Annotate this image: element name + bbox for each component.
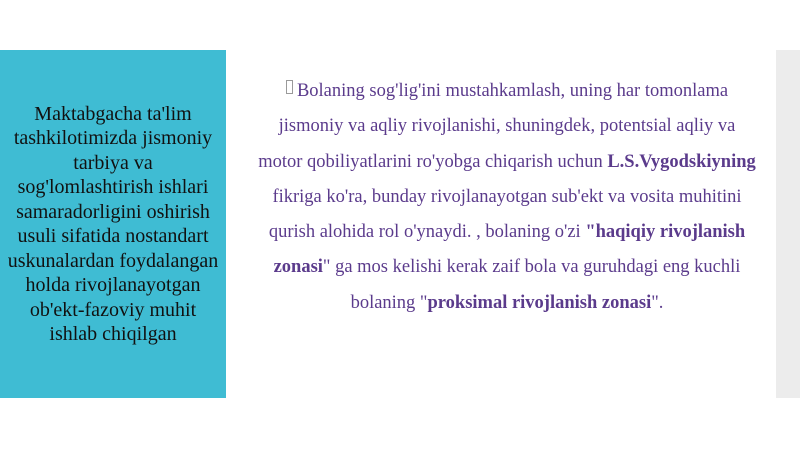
proximal-development-zone-term: proksimal rivojlanish zonasi: [427, 292, 652, 313]
square-bullet-icon: [286, 80, 293, 94]
author-name: L.S.Vygodskiyning: [607, 151, 756, 172]
body-paragraph: [258, 74, 756, 321]
body-text-part-3: " ga mos kelishi kerak zaif bola va guruhdagi eng kuchli bolaning ": [322, 257, 741, 313]
side-strip: [776, 50, 800, 398]
slide-title: Maktabgacha ta'lim tashkilotimizda jismoniy tarbiya va sog'lomlashtirish ishlari samaradorligini oshirish usuli sifatida nostandart uskunalardan foydalangan holda rivojlanayotgan ob'ekt-fazoviy muhit ishlab chiqilgan: [7, 102, 219, 345]
body-text-part-4: ".: [651, 292, 664, 313]
actual-development-zone-term: "haqiqiy rivojlanish zonasi: [273, 222, 746, 278]
body-text-part-1: Bolaning sog'lig'ini mustahkamlash, uning har tomonlama jismoniy va aqliy rivojlanishi, shuningdek, potentsial aqliy va motor qobiliyatlarini ro'yobga chiqarish uchun: [258, 81, 736, 172]
title-panel: [0, 50, 226, 398]
body-text-part-2: fikriga ko'ra, bunday rivojlanayotgan sub'ekt va vosita muhitini qurish alohida rol o'ynaydi. , bolaning o'zi: [268, 186, 742, 243]
